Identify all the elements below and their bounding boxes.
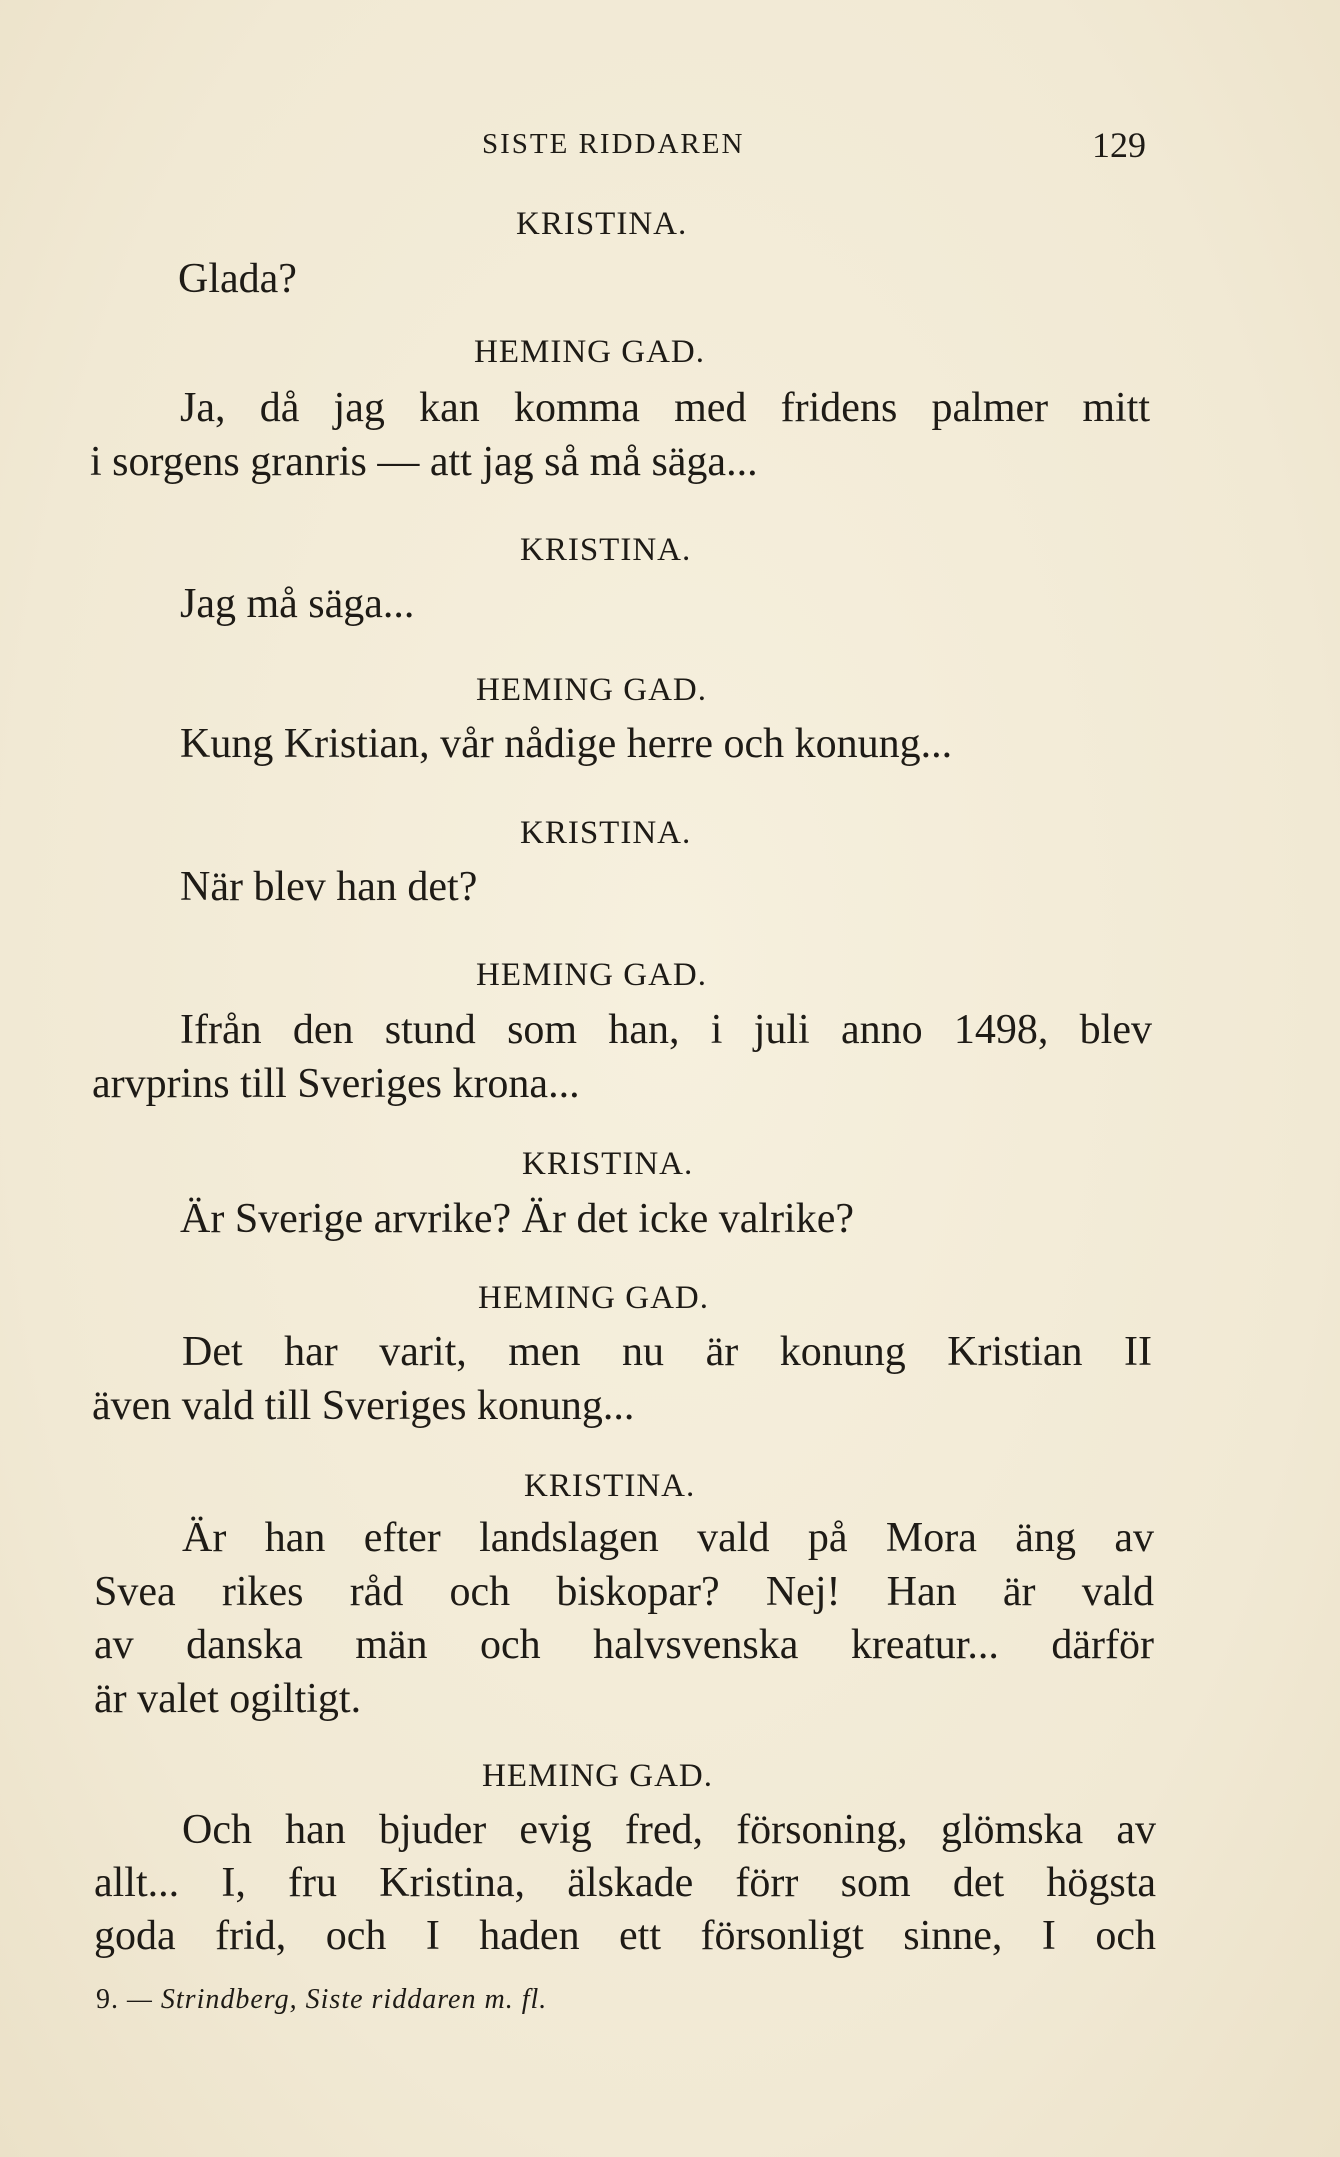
dialogue-line: allt... I, fru Kristina, älskade förr som det högsta bbox=[94, 1860, 1156, 1906]
dialogue-line: Är Sverige arvrike? Är det icke valrike? bbox=[180, 1196, 855, 1242]
dialogue-line: är valet ogiltigt. bbox=[94, 1676, 362, 1722]
dialogue-line: även vald till Sveriges konung... bbox=[92, 1383, 635, 1429]
speaker-name: HEMING GAD. bbox=[482, 1758, 713, 1794]
dialogue-line: När blev han det? bbox=[180, 864, 478, 910]
speaker-name: KRISTINA. bbox=[520, 815, 692, 851]
speaker-name: HEMING GAD. bbox=[474, 334, 705, 370]
dialogue-line: Det har varit, men nu är konung Kristian II bbox=[182, 1329, 1152, 1375]
dialogue-line: Jag må säga... bbox=[180, 581, 415, 627]
running-header: SISTE RIDDAREN bbox=[482, 128, 745, 160]
dialogue-line: Och han bjuder evig fred, försoning, glömska av bbox=[182, 1807, 1156, 1853]
dialogue-line: av danska män och halvsvenska kreatur... därför bbox=[94, 1622, 1154, 1668]
dialogue-line: i sorgens granris — att jag så må säga... bbox=[90, 439, 758, 485]
dialogue-line: Svea rikes råd och biskopar? Nej! Han är vald bbox=[94, 1569, 1154, 1615]
speaker-name: HEMING GAD. bbox=[476, 672, 707, 708]
dialogue-line: Ja, då jag kan komma med fridens palmer mitt bbox=[180, 385, 1150, 431]
speaker-name: HEMING GAD. bbox=[478, 1280, 709, 1316]
dialogue-line: Ifrån den stund som han, i juli anno 1498, blev bbox=[180, 1007, 1152, 1053]
speaker-name: KRISTINA. bbox=[516, 206, 688, 242]
signature-footer bbox=[96, 1984, 547, 2016]
page-number: 129 bbox=[1092, 125, 1146, 165]
speaker-name: KRISTINA. bbox=[522, 1146, 694, 1182]
speaker-name: KRISTINA. bbox=[520, 532, 692, 568]
dialogue-line: goda frid, och I haden ett försonligt sinne, I och bbox=[94, 1913, 1156, 1959]
signature-text: — Strindberg, Siste riddaren m. fl. bbox=[127, 1984, 548, 2015]
dialogue-line: Är han efter landslagen vald på Mora äng av bbox=[182, 1515, 1154, 1561]
dialogue-line: Glada? bbox=[178, 256, 297, 302]
speaker-name: KRISTINA. bbox=[524, 1468, 696, 1504]
dialogue-line: arvprins till Sveriges krona... bbox=[92, 1061, 580, 1107]
signature-number: 9. bbox=[96, 1984, 119, 2015]
dialogue-line: Kung Kristian, vår nådige herre och konung... bbox=[180, 721, 953, 767]
speaker-name: HEMING GAD. bbox=[476, 957, 707, 993]
